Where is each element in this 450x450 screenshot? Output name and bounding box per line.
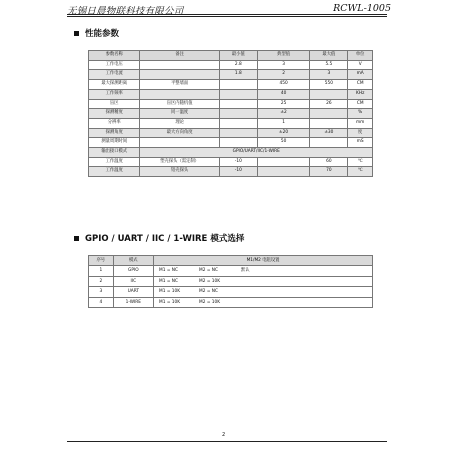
table-cell: 理论 [140, 118, 219, 128]
table-row [89, 167, 373, 177]
table-cell: 塑壳探头（需定制） [140, 157, 219, 167]
table-cell: 最大探测距离 [89, 80, 140, 90]
table-cell: 70 [310, 167, 348, 177]
table-cell: 3 [257, 60, 310, 70]
performance-table [88, 50, 373, 177]
table-cell: 平整墙面 [140, 80, 219, 90]
table-cell [154, 297, 373, 307]
resistor-setting-m2: M2 = 10K [199, 278, 221, 284]
header-cell: 最小值 [219, 51, 257, 61]
table-cell: 2 [257, 70, 310, 80]
table-row [89, 80, 373, 90]
table-cell [140, 70, 219, 80]
table-cell [310, 118, 348, 128]
table-cell [219, 99, 257, 109]
table-cell [219, 80, 257, 90]
table-cell [310, 138, 348, 148]
table-cell [219, 138, 257, 148]
table-row [89, 266, 373, 276]
table-cell: 输出接口模式 [89, 148, 140, 158]
page-number: 2 [222, 432, 226, 438]
header-cell: 序号 [89, 256, 114, 266]
table-cell: 26 [310, 99, 348, 109]
table-cell: 50 [257, 138, 310, 148]
resistor-setting-note: 默认 [241, 268, 250, 274]
table-cell: V [348, 60, 373, 70]
table-cell: % [348, 109, 373, 119]
table-cell [140, 60, 219, 70]
table-cell: 3 [89, 287, 114, 297]
table-row [89, 89, 373, 99]
table-cell: 40 [257, 89, 310, 99]
model-number: RCWL-1005 [333, 3, 391, 14]
table-cell: 1 [89, 266, 114, 276]
table-row [89, 287, 373, 297]
table-cell [257, 157, 310, 167]
table-row [89, 297, 373, 307]
table-cell: -10 [219, 157, 257, 167]
table-cell: 盲区内随机值 [140, 99, 219, 109]
footer-rule [67, 441, 387, 442]
table-cell: 60 [310, 157, 348, 167]
table-cell: 工作电流 [89, 70, 140, 80]
table-cell: ℃ [348, 167, 373, 177]
table-cell: 度 [348, 128, 373, 138]
table-row [89, 157, 373, 167]
table-cell: ±2 [257, 109, 310, 119]
table-cell [219, 128, 257, 138]
table-cell: KHz [348, 89, 373, 99]
square-bullet-icon [74, 31, 79, 36]
table-cell: 5.5 [310, 60, 348, 70]
header-rule [67, 14, 387, 15]
table-header-row [89, 51, 373, 61]
table-cell: mA [348, 70, 373, 80]
table-cell: 2 [89, 276, 114, 286]
table-cell: 3 [310, 70, 348, 80]
table-cell: GPIO [113, 266, 153, 276]
header-cell: 单位 [348, 51, 373, 61]
table-row [89, 118, 373, 128]
table-row [89, 109, 373, 119]
table-cell: ℃ [348, 157, 373, 167]
table-cell: 工作电压 [89, 60, 140, 70]
table-cell: 550 [310, 80, 348, 90]
table-cell: 测量周期时间 [89, 138, 140, 148]
resistor-setting-m1: M1 = NC [159, 278, 179, 284]
section-title-performance [74, 27, 119, 39]
table-cell [219, 109, 257, 119]
table-cell: 工作温度 [89, 157, 140, 167]
header-cell: 备注 [140, 51, 219, 61]
table-cell: ±30 [310, 128, 348, 138]
table-cell [257, 167, 310, 177]
resistor-setting-m1: M1 = 10K [159, 299, 181, 305]
table-cell: IIC [113, 276, 153, 286]
company-name: 无锡日晨物联科技有限公司 [67, 6, 184, 17]
table-row [89, 99, 373, 109]
table-cell: 分辨率 [89, 118, 140, 128]
header-cell: 典型值 [257, 51, 310, 61]
table-cell: 450 [257, 80, 310, 90]
header-cell: 最大值 [310, 51, 348, 61]
table-row [89, 148, 373, 158]
mode-select-table [88, 255, 373, 308]
table-cell [310, 89, 348, 99]
table-cell: ±20 [257, 128, 310, 138]
table-row [89, 70, 373, 80]
table-header-row [89, 256, 373, 266]
table-cell: 1.8 [219, 70, 257, 80]
square-bullet-icon [74, 236, 79, 241]
header-cell: M1/M2 电阻设置 [154, 256, 373, 266]
table-cell: -10 [219, 167, 257, 177]
table-cell: 铝壳探头 [140, 167, 219, 177]
section-title-text: 性能参数 [85, 29, 120, 39]
resistor-setting-m2: M2 = NC [199, 289, 219, 295]
table-cell: CM [348, 80, 373, 90]
header-cell: 模式 [113, 256, 153, 266]
table-cell: 工作温度 [89, 167, 140, 177]
table-row [89, 276, 373, 286]
table-cell [219, 118, 257, 128]
table-cell: 最大方向角度 [140, 128, 219, 138]
table-cell: 4 [89, 297, 114, 307]
table-cell: 盲区 [89, 99, 140, 109]
table-cell [154, 287, 373, 297]
table-row [89, 60, 373, 70]
table-cell: mS [348, 138, 373, 148]
section-title-text: GPIO / UART / IIC / 1-WIRE 模式选择 [85, 234, 245, 244]
table-cell [140, 138, 219, 148]
table-cell: 1-WIRE [113, 297, 153, 307]
table-cell: 1 [257, 118, 310, 128]
table-cell [140, 89, 219, 99]
resistor-setting-m1: M1 = NC [159, 268, 179, 274]
header-cell: 参数名称 [89, 51, 140, 61]
resistor-setting-m1: M1 = 10K [159, 289, 181, 295]
table-cell: UART [113, 287, 153, 297]
table-cell: 探测角度 [89, 128, 140, 138]
table-cell [310, 109, 348, 119]
table-cell: 2.8 [219, 60, 257, 70]
resistor-setting-m2: M2 = 10K [199, 299, 221, 305]
section-title-mode-select [74, 232, 244, 244]
table-cell: GPIO/UART/IIC/1-WIRE [140, 148, 373, 158]
table-row [89, 128, 373, 138]
resistor-setting-m2: M2 = NC [199, 268, 219, 274]
table-cell: 探测精度 [89, 109, 140, 119]
table-cell: 同一温度 [140, 109, 219, 119]
header-rule-2 [67, 16, 387, 17]
table-cell: 25 [257, 99, 310, 109]
table-cell: 工作频率 [89, 89, 140, 99]
table-cell: CM [348, 99, 373, 109]
table-cell [154, 266, 373, 276]
table-row [89, 138, 373, 148]
table-cell [219, 89, 257, 99]
table-cell: mm [348, 118, 373, 128]
table-cell [154, 276, 373, 286]
